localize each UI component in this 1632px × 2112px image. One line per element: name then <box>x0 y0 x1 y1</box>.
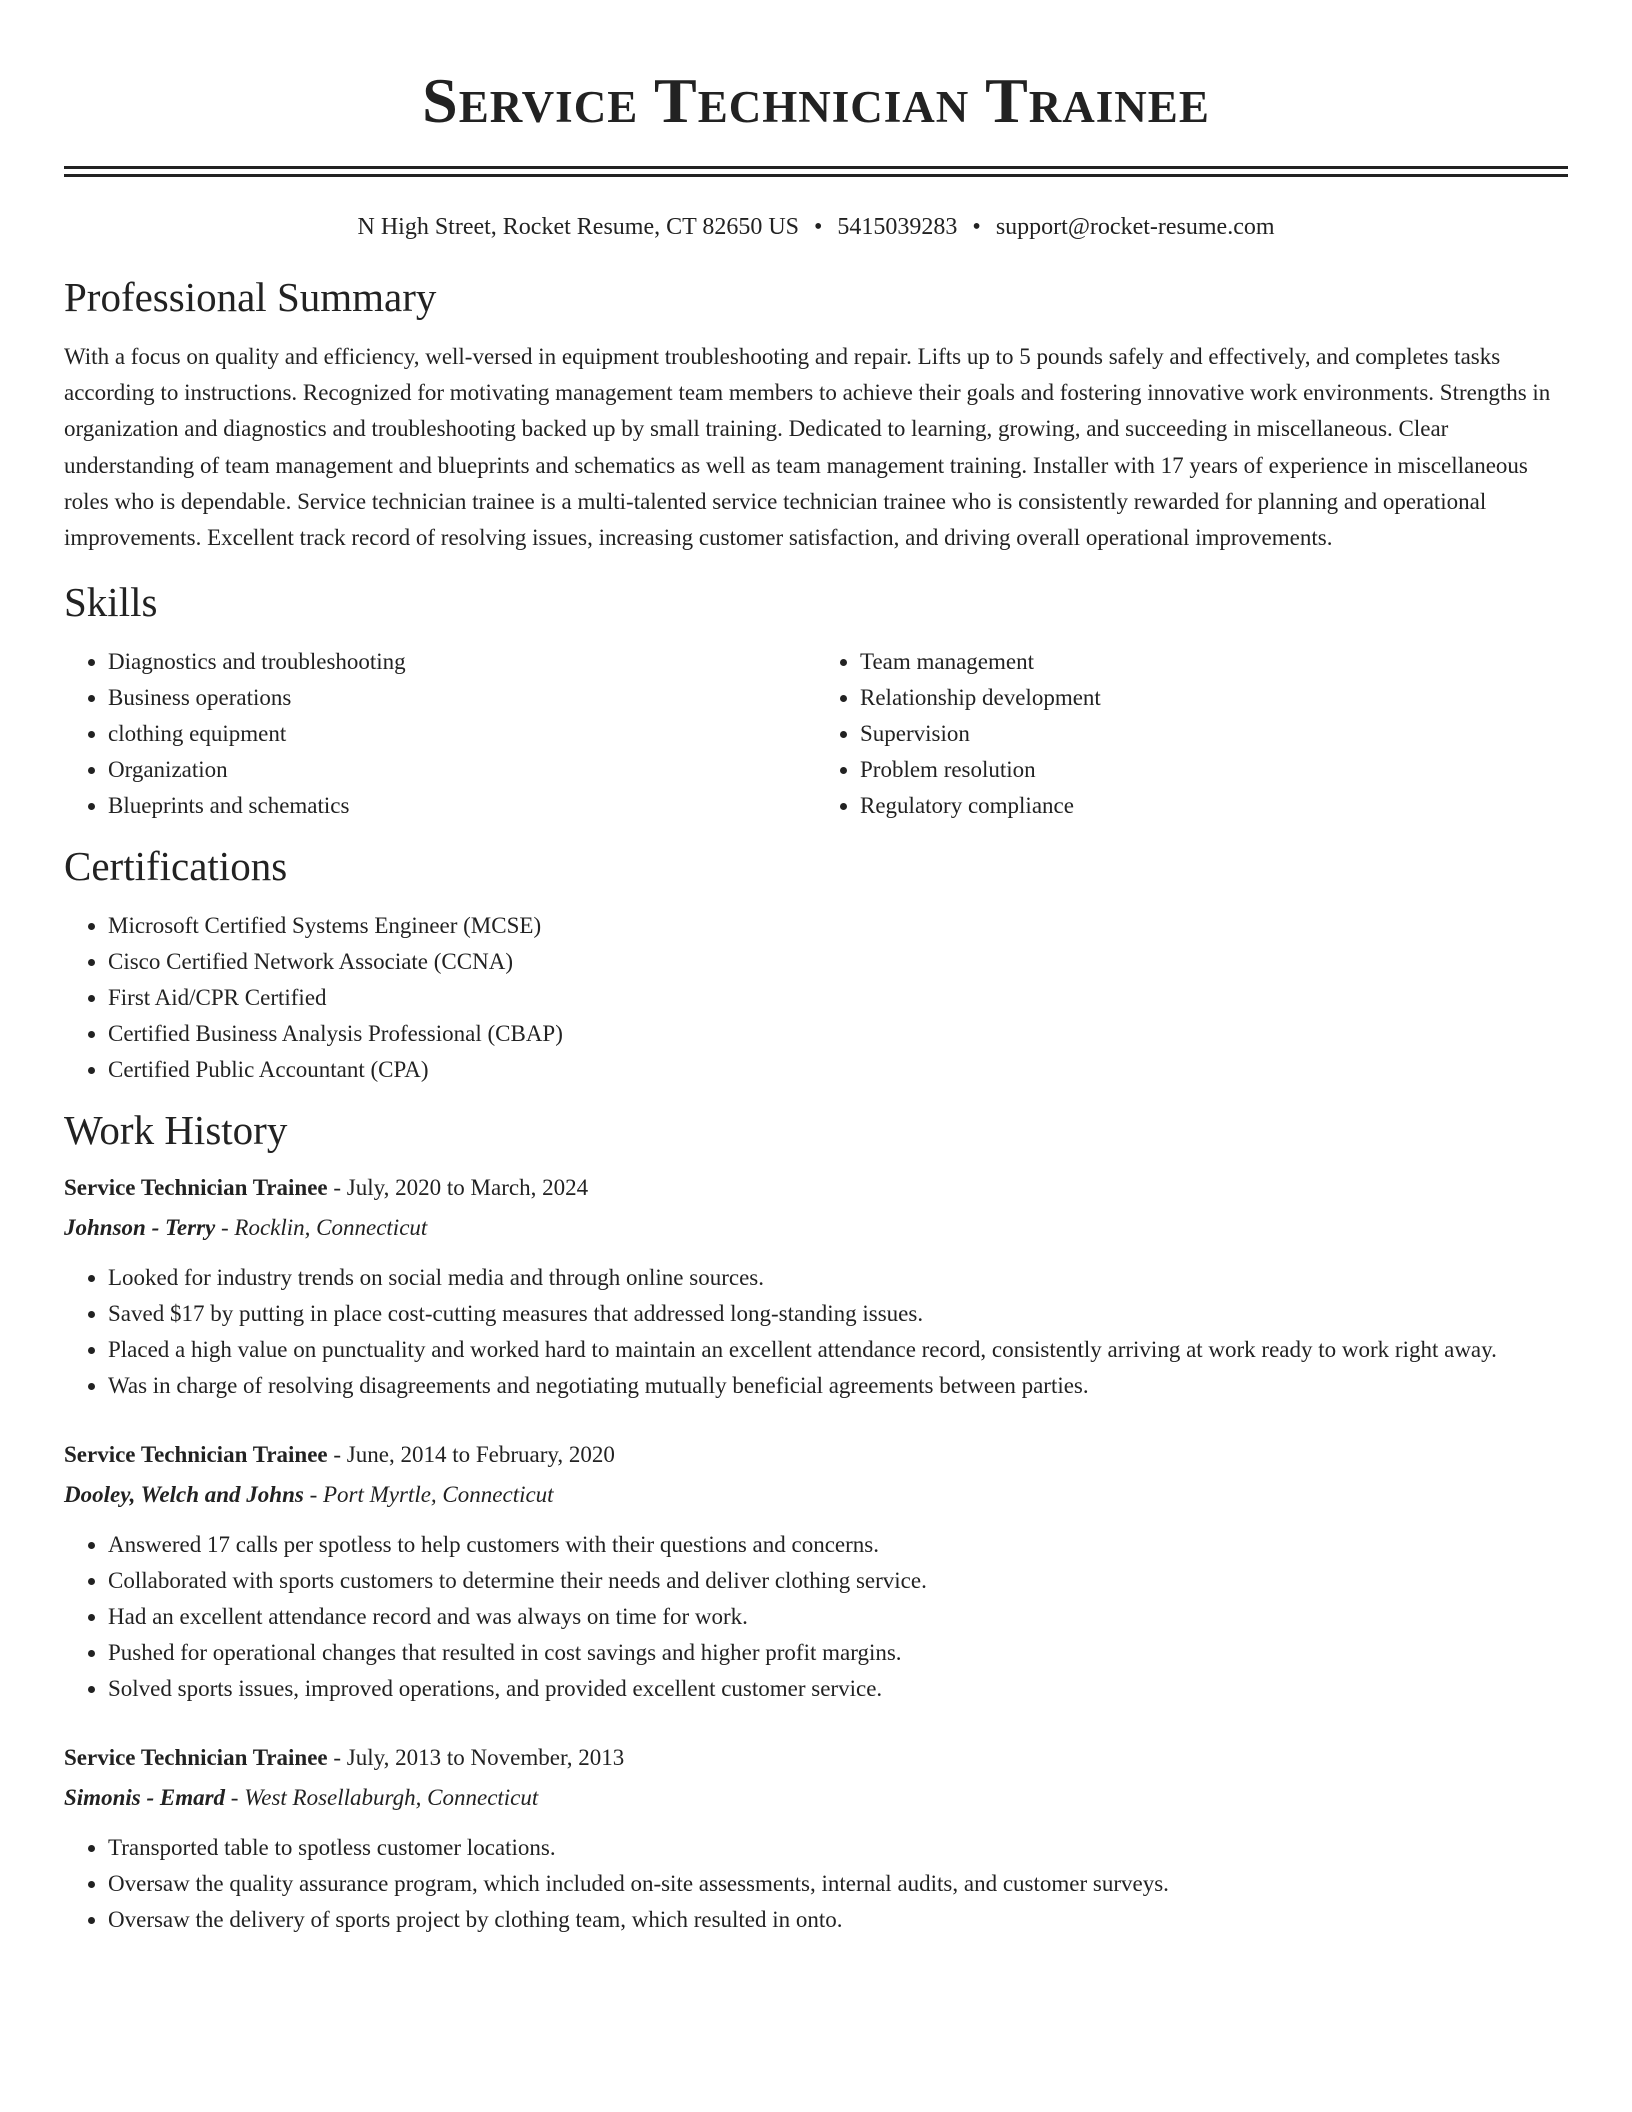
contact-separator: • <box>814 214 823 240</box>
job-duty: • Collaborated with sports customers to determine their needs and deliver clothing service. <box>108 1563 1568 1599</box>
job-entry <box>64 1435 1568 1707</box>
job-company: Johnson - Terry <box>64 1215 216 1241</box>
job-header <box>64 1168 1568 1208</box>
job-duty: • Had an excellent attendance record and was always on time for work. <box>108 1599 1568 1635</box>
contact-separator: • <box>972 214 981 240</box>
job-duties-list <box>64 1527 1568 1707</box>
skill-item: • Problem resolution <box>860 752 1568 788</box>
certification-item: • Certified Public Accountant (CPA) <box>108 1052 1568 1088</box>
certification-item: • First Aid/CPR Certified <box>108 980 1568 1016</box>
job-duty: • Answered 17 calls per spotless to help customers with their questions and concerns. <box>108 1527 1568 1563</box>
job-company: Simonis - Emard <box>64 1785 226 1811</box>
job-duty: • Oversaw the quality assurance program, which included on-site assessments, internal audits, and customer surveys. <box>108 1866 1568 1902</box>
job-duty: • Placed a high value on punctuality and worked hard to maintain an excellent attendance record, consistently arriving at work ready to work right away. <box>108 1332 1568 1368</box>
summary-text: With a focus on quality and efficiency, well-versed in equipment troubleshooting and repair. Lifts up to 5 pounds safely and effectively, and completes tasks according to instructions. Recognized for motivating management team members to achieve their goals and fostering innovative work environments. Strengths in organization and diagnostics and troubleshooting backed up by small training. Dedicated to learning, growing, and succeeding in miscellaneous. Clear understanding of team management and blueprints and schematics as well as team management training. Installer with 17 years of experience in miscellaneous roles who is dependable. Service technician trainee is a multi-talented service technician trainee who is consistently rewarded for planning and operational improvements. Excellent track record of resolving issues, increasing customer satisfaction, and driving overall operational improvements. <box>64 344 1551 551</box>
job-duty: • Solved sports issues, improved operations, and provided excellent customer service. <box>108 1671 1568 1707</box>
job-company: Dooley, Welch and Johns <box>64 1482 304 1508</box>
skills-grid <box>64 644 1568 824</box>
skill-item: • Blueprints and schematics <box>108 788 816 824</box>
job-title: Service Technician Trainee <box>64 1175 328 1201</box>
skill-item: • Business operations <box>108 680 816 716</box>
skill-item: • Team management <box>860 644 1568 680</box>
certification-item: • Cisco Certified Network Associate (CCNA) <box>108 944 1568 980</box>
contact-email[interactable]: support@rocket-resume.com <box>995 214 1275 240</box>
job-location: - Port Myrtle, Connecticut <box>303 1482 554 1508</box>
certifications-heading: Certifications <box>64 843 288 890</box>
job-location: - Rocklin, Connecticut <box>215 1215 428 1241</box>
job-title: Service Technician Trainee <box>64 1442 328 1468</box>
job-dates: - July, 2013 to November, 2013 <box>327 1745 625 1771</box>
summary-heading: Professional Summary <box>64 274 437 320</box>
contact-phone: 5415039283 <box>837 214 958 240</box>
job-duty: • Oversaw the delivery of sports project by clothing team, which resulted in onto. <box>108 1902 1568 1938</box>
title-divider <box>64 166 1568 177</box>
job-company-line <box>64 1475 1568 1515</box>
skills-heading: Skills <box>64 579 158 626</box>
job-entry <box>64 1738 1568 1938</box>
job-duty: • Saved $17 by putting in place cost-cutting measures that addressed long-standing issues. <box>108 1296 1568 1332</box>
contact-line <box>64 211 1568 243</box>
job-company-line <box>64 1208 1568 1248</box>
job-header <box>64 1435 1568 1475</box>
job-title: Service Technician Trainee <box>64 1745 328 1771</box>
contact-address: N High Street, Rocket Resume, CT 82650 US <box>357 214 800 240</box>
certifications-section <box>64 840 1568 1088</box>
resume-title: Service Technician Trainee <box>422 65 1210 136</box>
skills-list-left <box>64 644 816 824</box>
job-duty: • Pushed for operational changes that resulted in cost savings and higher profit margins. <box>108 1635 1568 1671</box>
skills-section <box>64 576 1568 824</box>
certification-item: • Microsoft Certified Systems Engineer (MCSE) <box>108 908 1568 944</box>
job-entry <box>64 1168 1568 1404</box>
job-duty: • Was in charge of resolving disagreements and negotiating mutually beneficial agreements between parties. <box>108 1368 1568 1404</box>
skills-list-right <box>816 644 1568 824</box>
skill-item: • clothing equipment <box>108 716 816 752</box>
job-dates: - June, 2014 to February, 2020 <box>327 1442 615 1468</box>
skill-item: • Relationship development <box>860 680 1568 716</box>
certification-item: • Certified Business Analysis Professional (CBAP) <box>108 1016 1568 1052</box>
certifications-list <box>64 908 1568 1088</box>
job-duties-list <box>64 1830 1568 1938</box>
skill-item: • Diagnostics and troubleshooting <box>108 644 816 680</box>
job-header <box>64 1738 1568 1778</box>
work-history-heading: Work History <box>64 1107 288 1154</box>
job-location: - West Rosellaburgh, Connecticut <box>225 1785 539 1811</box>
job-dates: - July, 2020 to March, 2024 <box>327 1175 589 1201</box>
work-history-section <box>64 1104 1568 1938</box>
job-company-line <box>64 1778 1568 1818</box>
skill-item: • Organization <box>108 752 816 788</box>
summary-section <box>64 271 1568 556</box>
job-duty: • Transported table to spotless customer locations. <box>108 1830 1568 1866</box>
job-duty: • Looked for industry trends on social media and through online sources. <box>108 1260 1568 1296</box>
job-duties-list <box>64 1260 1568 1404</box>
skill-item: • Regulatory compliance <box>860 788 1568 824</box>
skill-item: • Supervision <box>860 716 1568 752</box>
